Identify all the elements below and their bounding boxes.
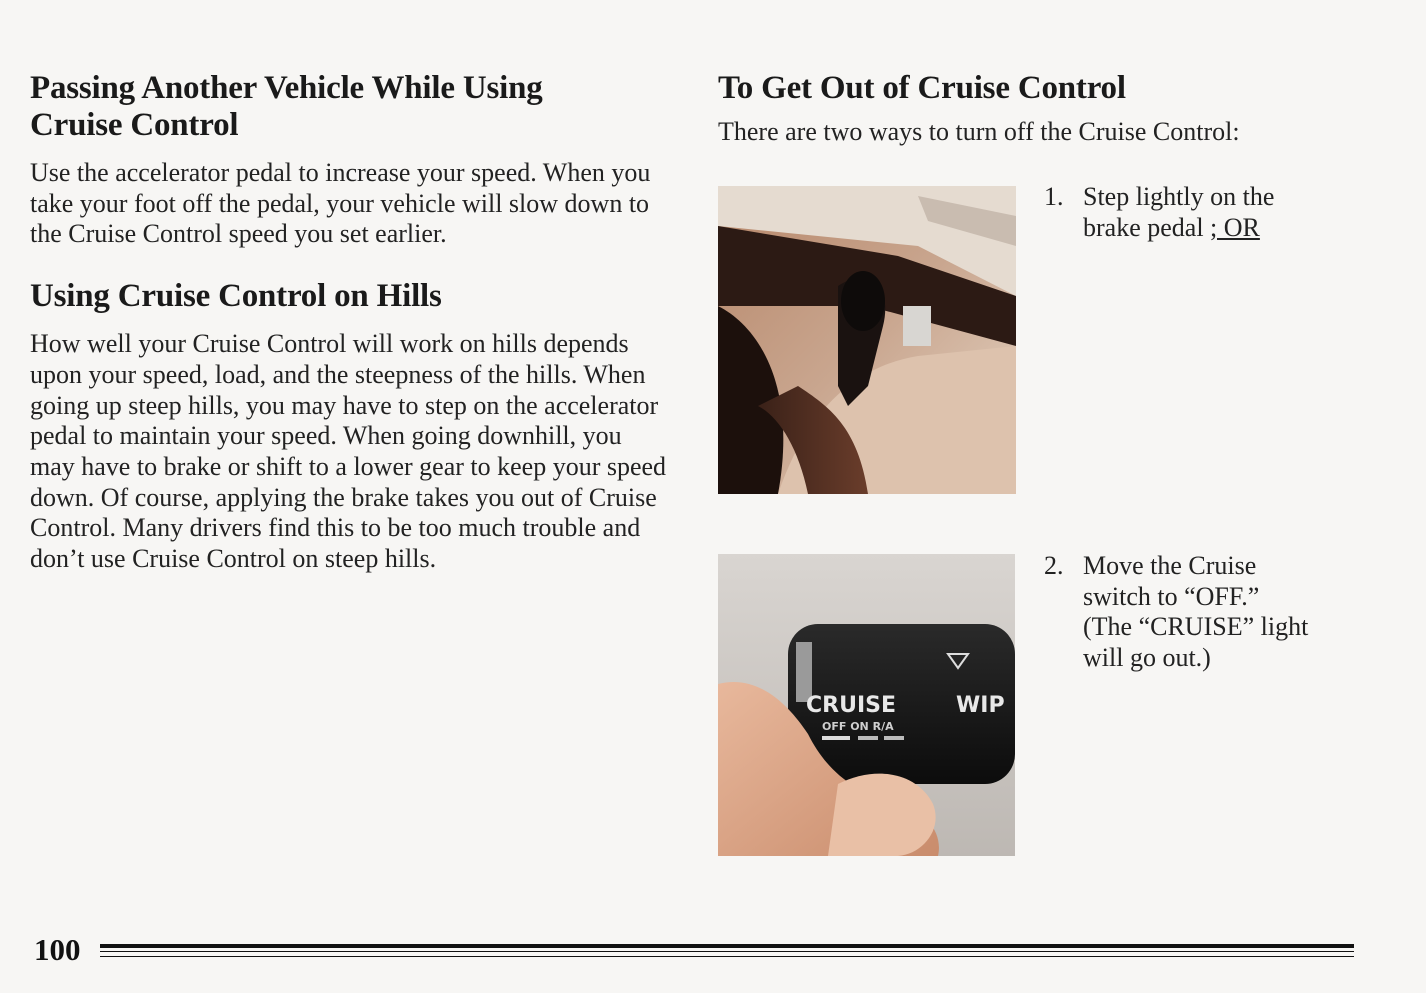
cruise-positions-label: OFF ON R/A [822,720,894,733]
section-body-hills: How well your Cruise Control will work on hills depends upon your speed, load, and the steepness of the hills. When going up steep hills, you may have to step on the accelerator pedal to maintain your speed. When going downhill, you may have to brake or shift to a lower gear to keep your speed down. Of course, applying the brake takes you out of Cruise Control. Many drivers find this to be too much trouble and don’t use Cruise Control on steep hills. [30,329,667,574]
step-1-number: 1. [1044,182,1064,211]
page-number: 100 [34,932,81,967]
step-1-or: ; OR [1210,212,1260,242]
section-body-passing: Use the accelerator pedal to increase your speed. When you take your foot off the pedal, your vehicle will slow down to the Cruise Control speed you set earlier. [30,158,651,249]
step-2-number: 2. [1044,551,1064,580]
section-title-passing: Passing Another Vehicle While Using Cruise Control [30,70,543,143]
footer-rule [100,944,1354,948]
brake-pedal-photo [718,186,1016,494]
footer-rule-thin [100,956,1354,957]
left-column [30,70,670,575]
section-title-hills: Using Cruise Control on Hills [30,278,442,315]
footer-rule-thin [100,951,1354,952]
step-2-text: Move the Cruise switch to “OFF.” (The “CRUISE” light will go out.) [1083,551,1309,673]
right-column [718,70,1358,733]
wiper-switch-label: WIP [956,693,1005,718]
cruise-switch-label: CRUISE [806,693,897,718]
step-1-main-text: Step lightly on the brake pedal [1083,182,1275,242]
section-title-get-out: To Get Out of Cruise Control [718,70,1126,106]
step-1-text [1083,182,1313,243]
section-intro-get-out: There are two ways to turn off the Cruise Control: [718,117,1240,146]
page-footer [34,930,1354,970]
cruise-switch-illustration [718,554,1015,856]
cruise-switch-photo [718,554,1015,856]
brake-pedal-illustration [718,186,1016,494]
